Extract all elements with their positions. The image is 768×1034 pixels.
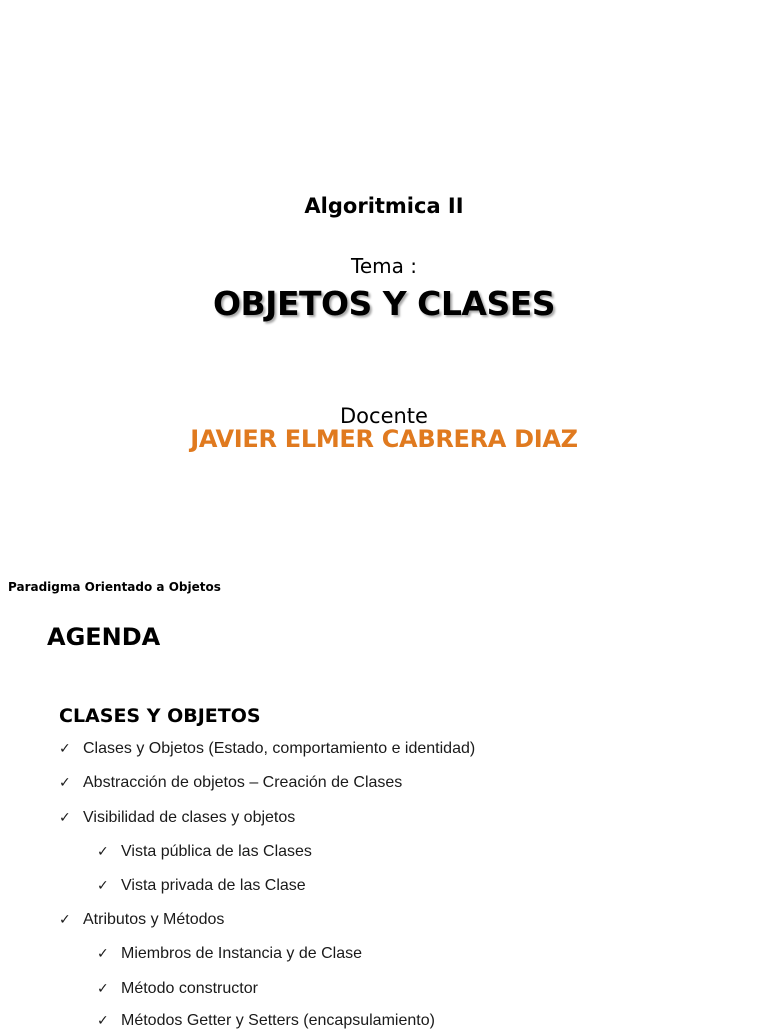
course-title: Algoritmica II	[304, 194, 464, 218]
agenda-item	[59, 740, 475, 762]
check-icon: ✓	[59, 810, 71, 826]
agenda-item-text: Método constructor	[121, 980, 258, 997]
agenda-item-text: Vista pública de las Clases	[121, 843, 312, 860]
topic-title: OBJETOS Y CLASES	[212, 284, 556, 323]
check-icon: ✓	[97, 878, 109, 894]
agenda-item-text: Miembros de Instancia y de Clase	[121, 945, 362, 962]
docente-label: Docente	[340, 404, 428, 428]
agenda-subitem	[97, 980, 258, 1002]
agenda-subitem	[97, 877, 306, 899]
check-icon: ✓	[97, 1013, 109, 1029]
check-icon: ✓	[59, 741, 71, 757]
agenda-item-text: Abstracción de objetos – Creación de Clases	[83, 774, 403, 791]
section-label: Paradigma Orientado a Objetos	[8, 580, 221, 594]
agenda-item-text: Clases y Objetos (Estado, comportamiento e identidad)	[83, 740, 476, 757]
agenda-item-text: Vista privada de las Clase	[121, 877, 306, 894]
agenda-subitem	[97, 843, 312, 865]
check-icon: ✓	[97, 844, 109, 860]
agenda-heading: AGENDA	[47, 623, 161, 651]
agenda-item	[59, 774, 402, 796]
agenda-item-text: Métodos Getter y Setters (encapsulamiento)	[121, 1012, 435, 1029]
agenda-subheading: CLASES Y OBJETOS	[59, 705, 261, 727]
check-icon: ✓	[97, 981, 109, 997]
agenda-subitem	[97, 945, 362, 967]
tema-label: Tema :	[351, 254, 417, 278]
check-icon: ✓	[97, 946, 109, 962]
teacher-name: JAVIER ELMER CABRERA DIAZ	[190, 425, 578, 453]
agenda-item	[59, 911, 224, 933]
agenda-item	[59, 809, 295, 831]
agenda-item-text: Atributos y Métodos	[83, 911, 225, 928]
agenda-subitem	[97, 1012, 435, 1034]
check-icon: ✓	[59, 912, 71, 928]
agenda-item-text: Visibilidad de clases y objetos	[83, 809, 296, 826]
check-icon: ✓	[59, 775, 71, 791]
